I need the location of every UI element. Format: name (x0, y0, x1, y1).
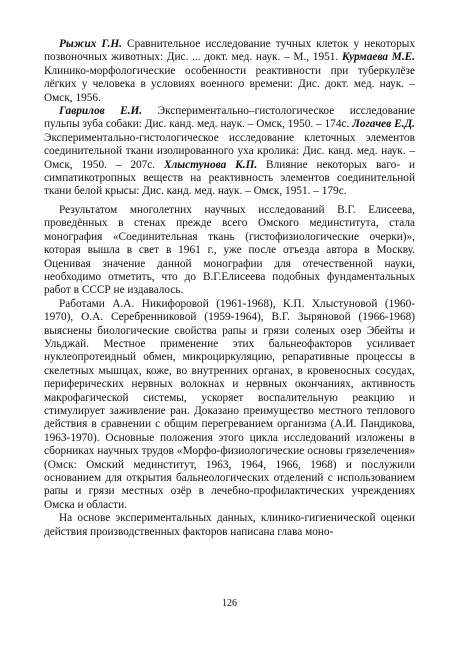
reference-author: Логачев Е.Д. (352, 118, 415, 131)
reference-text: Сравнительное исследование тучных клеток у некоторых позвоночных животных: Дис. ... докт. мед. наук. – М., 1951. (44, 38, 415, 64)
reference-block-2 (44, 105, 415, 199)
reference-block-1 (44, 38, 415, 105)
page-number: 126 (222, 598, 237, 609)
reference-text: Экспериментально-гистологическое исследование клеточных элементов соединительной ткани изолированного уха кролика: Дис. канд. мед. наук. – Омск, 1950. – 207с. (44, 131, 415, 171)
reference-text: Влияние некоторых ваго- и симпатикотропных веществ на реактивность элементов соединительной ткани белой крысы: Дис. канд. мед. наук. – Омск, 1951. – 179с. (44, 158, 415, 198)
text-column (44, 38, 415, 539)
reference-author: Хлыстунова К.П. (163, 158, 258, 171)
body-paragraph: На основе экспериментальных данных, клинико-гигиенической оценки действия производственных факторов написана глава моно- (44, 512, 415, 538)
reference-text: Клинико-морфологические особенности реактивности при туберкулёзе лёгких у человека в условиях военного времени: Дис. докт. мед. наук. – Омск, 1956. (44, 64, 415, 104)
reference-text: Экспериментально–гистологическое исследование пульпы зуба собаки: Дис. канд. мед. наук. – Омск, 1950. – 174с. (44, 105, 415, 131)
reference-author: Гаврилов Е.И. (59, 105, 143, 118)
reference-author: Курмаева М.Е. (341, 51, 415, 64)
reference-author: Рыжих Г.Н. (59, 38, 122, 50)
body-paragraph: Результатом многолетних научных исследований В.Г. Елисеева, проведённых в стенах прежде всего Омского мединститута, стала монография «Соединительная ткань (гистофизиологические очерки)», которая вышла в свет в 1961 г., уже после отъезда автора в Москву. Оценивая значение данной монографии для отечественной науки, необходимо отметить, что до В.Г.Елисеева подобных фундаментальных работ в СССР не издавалось. (44, 203, 415, 297)
body-paragraph: Работами А.А. Никифоровой (1961-1968), К.П. Хлыстуновой (1960-1970), О.А. Серебренниковой (1959-1964), В.Г. Зыряновой (1966-1968) выяснены биологические свойства рапы и грязи соленых озер Эбейты и Ульджай. Местное применение этих бальнеофакторов усиливает нуклеопротеидный обмен, микроциркуляцию, репаративные процессы в скелетных мышцах, коже, во внутренних органах, в кровеносных сосудах, периферических нервных волокнах и нервных окончаниях, активность макрофагической системы, ускоряет воспалительную реакцию и стимулирует заживление ран. Доказано преимущество местного теплового действия в сравнении с общим перегреванием организма (А.И. Пандикова, 1963-1970). Основные положения этого цикла исследований изложены в сборниках научных трудов «Морфо-физиологические основы грязелечения» (Омск: Омский мединститут, 1963, 1964, 1966, 1968) и послужили основанием для открытия бальнеологических отделений с использованием рапы и грязи местных озёр в лечебно-профилактических учреждениях Омска и области. (44, 297, 415, 511)
